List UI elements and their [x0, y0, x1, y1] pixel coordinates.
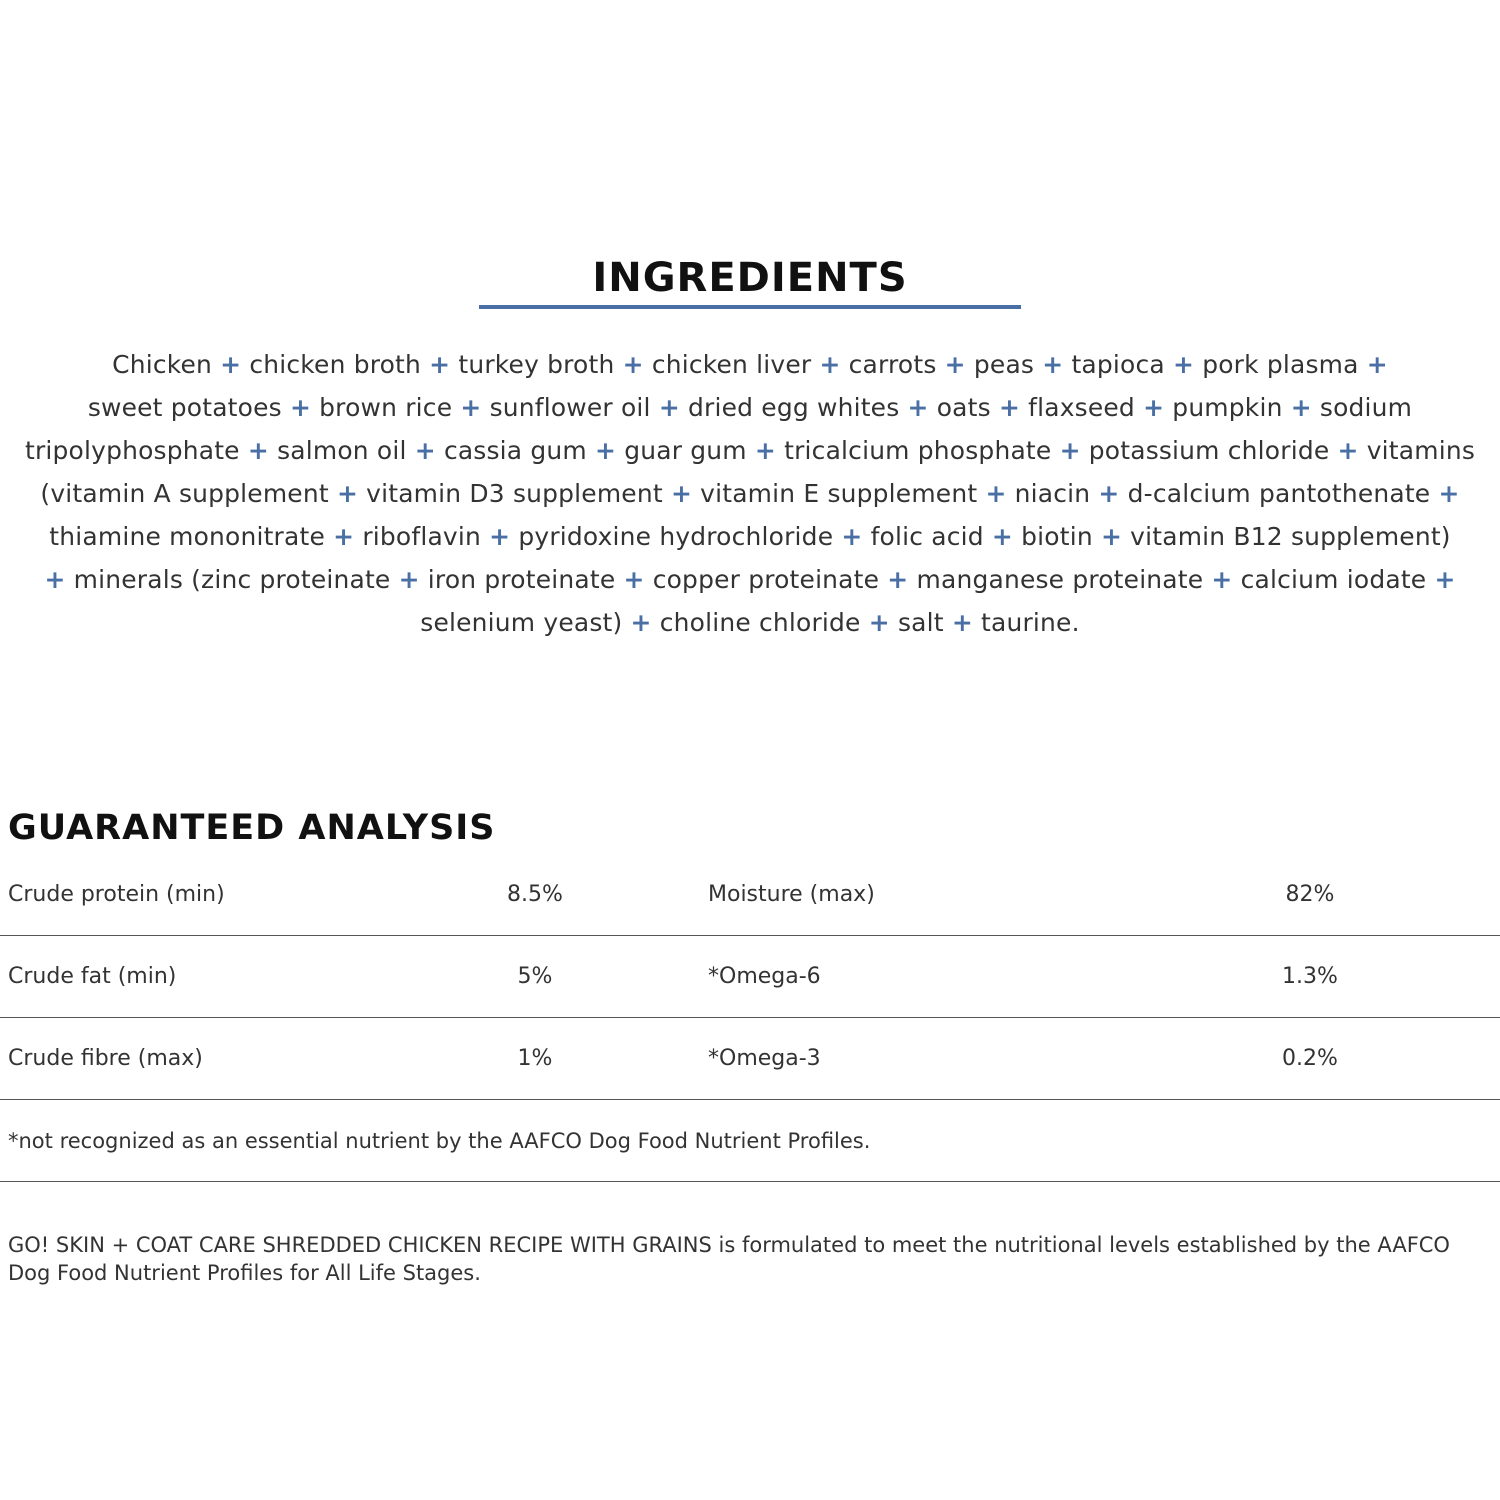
plus-separator: + — [398, 565, 420, 594]
ingredient-item: chicken broth — [249, 350, 422, 379]
plus-separator: + — [1042, 350, 1064, 379]
ingredient-item: manganese proteinate — [916, 565, 1204, 594]
ingredient-item: vitamin D3 supplement — [366, 479, 663, 508]
plus-separator: + — [1366, 350, 1388, 379]
ingredient-item: (vitamin A supplement — [40, 479, 329, 508]
analysis-label: *Omega-6 — [708, 964, 821, 989]
ingredient-item: d-calcium pantothenate — [1127, 479, 1431, 508]
plus-separator: + — [819, 350, 841, 379]
plus-separator: + — [623, 565, 645, 594]
ingredient-item: Chicken — [112, 350, 213, 379]
guaranteed-analysis-title: GUARANTEED ANALYSIS — [8, 808, 496, 849]
analysis-value: 5% — [517, 964, 553, 989]
ingredient-item: selenium yeast) — [420, 608, 623, 637]
plus-separator: + — [1173, 350, 1195, 379]
plus-separator: + — [333, 522, 355, 551]
ingredient-item: minerals (zinc proteinate — [73, 565, 391, 594]
ingredient-item: tapioca — [1071, 350, 1165, 379]
ingredient-item: pumpkin — [1172, 393, 1283, 422]
aafco-statement: GO! SKIN + COAT CARE SHREDDED CHICKEN RECIPE WITH GRAINS is formulated to meet the nutritional levels established by the AAFCO Dog Food Nutrient Profiles for All Life Stages. — [8, 1233, 1450, 1285]
plus-separator: + — [670, 479, 693, 508]
analysis-label: Crude fat (min) — [8, 964, 177, 989]
ingredient-item: taurine. — [981, 608, 1080, 637]
plus-separator: + — [1211, 565, 1233, 594]
plus-separator: + — [1098, 479, 1120, 508]
ingredient-item: choline chloride — [659, 608, 861, 637]
ingredient-item: tricalcium phosphate — [784, 436, 1052, 465]
ingredient-item: salmon oil — [277, 436, 407, 465]
ingredient-item: calcium iodate — [1240, 565, 1427, 594]
ingredients-line — [0, 343, 1500, 386]
ingredient-item: carrots — [848, 350, 937, 379]
ingredient-item: sweet potatoes — [87, 393, 282, 422]
analysis-row — [0, 1018, 1500, 1100]
plus-separator: + — [44, 565, 66, 594]
ingredients-line — [0, 472, 1500, 515]
ingredient-item: dried egg whites — [688, 393, 900, 422]
plus-separator: + — [754, 436, 776, 465]
plus-separator: + — [658, 393, 680, 422]
ingredient-item: thiamine mononitrate — [49, 522, 325, 551]
ingredients-line — [0, 515, 1500, 558]
ingredient-item: biotin — [1021, 522, 1093, 551]
ingredient-item: sodium — [1319, 393, 1413, 422]
ingredients-list — [0, 343, 1500, 644]
ingredients-line — [0, 558, 1500, 601]
ingredient-item: peas — [973, 350, 1035, 379]
analysis-label: *Omega-3 — [708, 1046, 821, 1071]
plus-separator: + — [220, 350, 242, 379]
ingredient-item: turkey broth — [458, 350, 615, 379]
plus-separator: + — [944, 350, 966, 379]
analysis-label: Moisture (max) — [708, 882, 875, 907]
plus-separator: + — [630, 608, 652, 637]
plus-separator: + — [414, 436, 436, 465]
ingredient-item: brown rice — [319, 393, 453, 422]
plus-separator: + — [1337, 436, 1359, 465]
plus-separator: + — [1438, 479, 1460, 508]
analysis-value: 1% — [517, 1046, 553, 1071]
ingredients-line — [0, 429, 1500, 472]
plus-separator: + — [841, 522, 863, 551]
ingredient-item: salt — [897, 608, 944, 637]
ingredient-item: niacin — [1014, 479, 1091, 508]
ingredient-item: potassium chloride — [1088, 436, 1330, 465]
analysis-label: Crude fibre (max) — [8, 1046, 203, 1071]
ingredient-item: chicken liver — [651, 350, 812, 379]
analysis-footnote-row — [0, 1100, 1500, 1182]
analysis-value: 82% — [1285, 882, 1335, 907]
plus-separator: + — [622, 350, 644, 379]
analysis-row — [0, 936, 1500, 1018]
plus-separator: + — [429, 350, 451, 379]
ingredient-item: oats — [936, 393, 991, 422]
ingredient-item: copper proteinate — [652, 565, 880, 594]
plus-separator: + — [951, 608, 973, 637]
ingredient-item: vitamins — [1366, 436, 1476, 465]
plus-separator: + — [985, 479, 1007, 508]
ingredient-item: pork plasma — [1202, 350, 1359, 379]
plus-separator: + — [991, 522, 1014, 551]
plus-separator: + — [998, 393, 1021, 422]
plus-separator: + — [868, 608, 890, 637]
analysis-value: 0.2% — [1282, 1046, 1338, 1071]
plus-separator: + — [887, 565, 909, 594]
ingredient-item: tripolyphosphate — [24, 436, 240, 465]
ingredient-item: guar gum — [624, 436, 747, 465]
plus-separator: + — [907, 393, 929, 422]
plus-separator: + — [1059, 436, 1081, 465]
plus-separator: + — [1100, 522, 1123, 551]
analysis-footnote: *not recognized as an essential nutrient by the AAFCO Dog Food Nutrient Profiles. — [8, 1129, 871, 1153]
analysis-value: 1.3% — [1282, 964, 1338, 989]
ingredient-item: riboflavin — [362, 522, 482, 551]
ingredients-line — [0, 601, 1500, 644]
plus-separator: + — [1434, 565, 1456, 594]
analysis-row — [0, 854, 1500, 936]
ingredient-item: vitamin E supplement — [700, 479, 978, 508]
ingredient-item: cassia gum — [443, 436, 587, 465]
analysis-label: Crude protein (min) — [8, 882, 225, 907]
ingredients-title-underline — [479, 305, 1021, 309]
analysis-value: 8.5% — [507, 882, 563, 907]
plus-separator: + — [1143, 393, 1165, 422]
ingredient-item: vitamin B12 supplement) — [1130, 522, 1451, 551]
ingredients-line — [0, 386, 1500, 429]
ingredient-item: sunflower oil — [489, 393, 651, 422]
ingredient-item: flaxseed — [1028, 393, 1135, 422]
plus-separator: + — [489, 522, 511, 551]
plus-separator: + — [460, 393, 482, 422]
ingredient-item: pyridoxine hydrochloride — [518, 522, 834, 551]
guaranteed-analysis-table — [0, 854, 1500, 1182]
ingredients-title: INGREDIENTS — [592, 254, 908, 301]
plus-separator: + — [336, 479, 359, 508]
plus-separator: + — [595, 436, 617, 465]
ingredient-item: folic acid — [870, 522, 984, 551]
plus-separator: + — [1290, 393, 1312, 422]
plus-separator: + — [289, 393, 312, 422]
ingredient-item: iron proteinate — [427, 565, 616, 594]
plus-separator: + — [247, 436, 269, 465]
